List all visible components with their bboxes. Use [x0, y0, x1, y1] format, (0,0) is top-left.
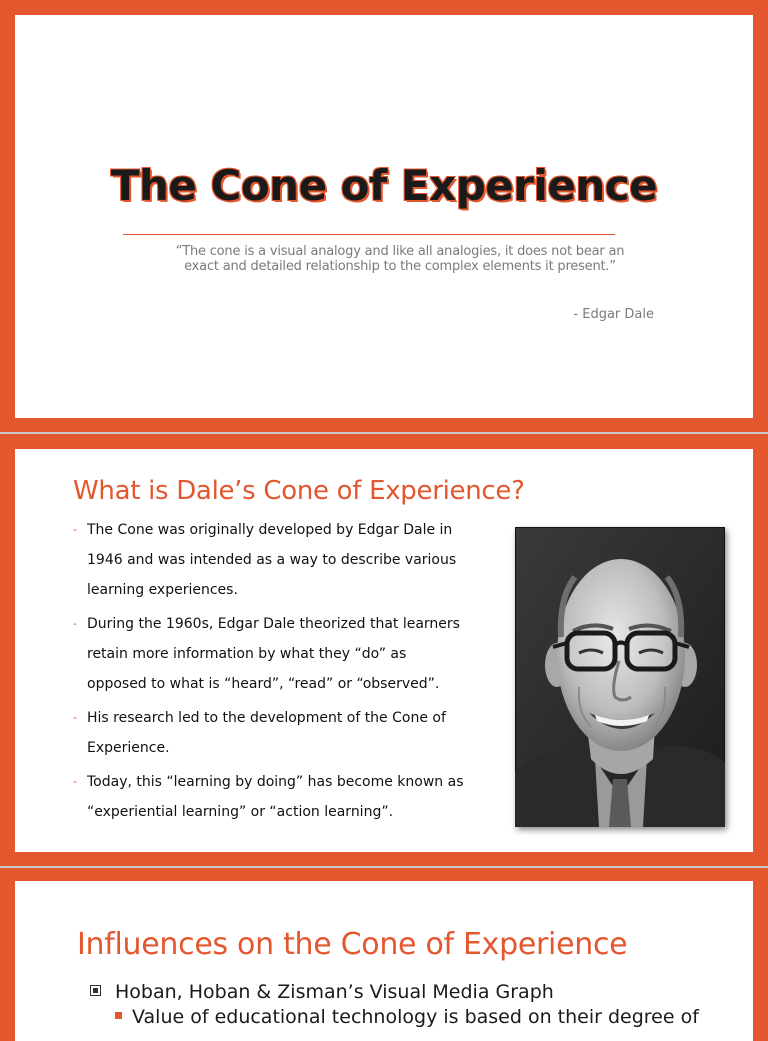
bullet-line: Experience. [87, 740, 170, 756]
bullet-line: During the 1960s, Edgar Dale theorized that learners [87, 616, 460, 632]
slide-heading: What is Dale’s Cone of Experience? [73, 476, 525, 506]
square-bullet-icon [90, 985, 101, 996]
bullet-item [73, 515, 513, 605]
bullet-line: learning experiences. [87, 582, 238, 598]
sub-list-item [115, 1006, 699, 1028]
bullet-line: “experiential learning” or “action learning”. [87, 804, 394, 820]
slide-title [15, 15, 753, 418]
slide-title-heading: The Cone of Experience [110, 161, 658, 210]
title-underline [123, 234, 615, 235]
bullet-line: 1946 and was intended as a way to describe various [87, 552, 457, 568]
bullet-line: retain more information by what they “do” as [87, 646, 407, 662]
list-item-text: Hoban, Hoban & Zisman’s Visual Media Graph [115, 981, 554, 1003]
quote-author: - Edgar Dale [573, 307, 654, 322]
slide-separator [0, 432, 768, 434]
bullet-marker: - [73, 617, 77, 630]
sub-list-item-text: Value of educational technology is based on their degree of [132, 1006, 699, 1028]
bullet-marker: - [73, 775, 77, 788]
bullet-line: The Cone was originally developed by Edgar Dale in [87, 522, 453, 538]
quote [135, 244, 665, 274]
slide-influences [15, 881, 753, 1041]
edgar-dale-photo [515, 527, 725, 827]
bullet-item [73, 767, 513, 827]
bullet-marker: - [73, 523, 77, 536]
slide-heading: Influences on the Cone of Experience [77, 927, 628, 962]
bullet-line: opposed to what is “heard”, “read” or “observed”. [87, 676, 440, 692]
bullet-line: Today, this “learning by doing” has become known as [87, 774, 464, 790]
quote-line: “The cone is a visual analogy and like all analogies, it does not bear an [175, 244, 625, 259]
bullet-item [73, 703, 513, 763]
list-item [90, 981, 554, 1003]
slide-separator [0, 866, 768, 868]
bullet-list [73, 515, 513, 831]
square-bullet-icon [115, 1012, 122, 1019]
bullet-item [73, 609, 513, 699]
bullet-marker: - [73, 711, 77, 724]
slide-what-is-cone [15, 449, 753, 852]
quote-line: exact and detailed relationship to the complex elements it present.” [184, 259, 616, 274]
bullet-line: His research led to the development of the Cone of [87, 710, 446, 726]
